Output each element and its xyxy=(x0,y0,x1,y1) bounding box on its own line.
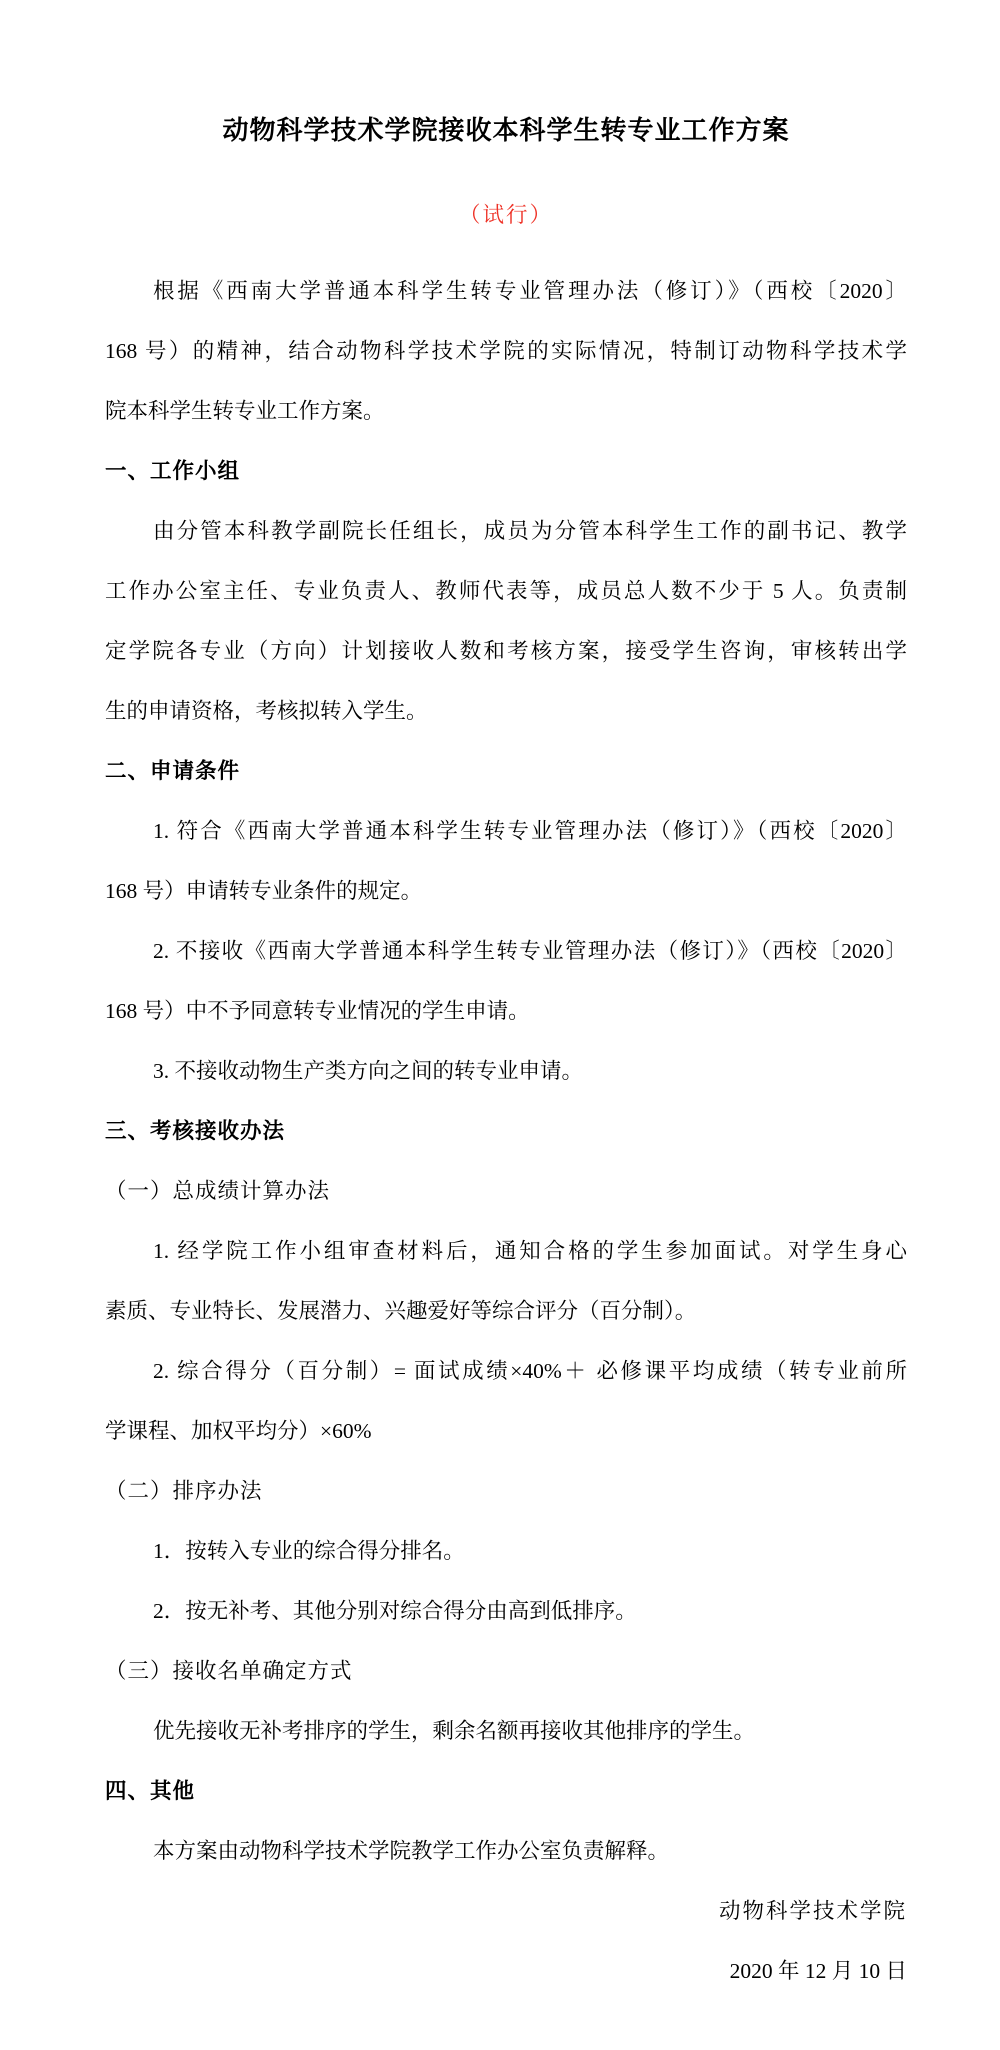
para-workgroup-line: 定学院各专业（方向）计划接收人数和考核方案，接受学生咨询，审核转出学 xyxy=(105,639,907,663)
signature: 动物科学技术学院 xyxy=(718,1899,907,1923)
item-score-2-line: 学课程、加权平均分）×60% xyxy=(105,1419,372,1443)
item-rank-1: 1．按转入专业的综合得分排名。 xyxy=(153,1539,465,1563)
item-apply-2-line: 2. 不接收《西南大学普通本科学生转专业管理办法（修订）》（西校〔2020〕 xyxy=(153,939,907,963)
item-score-2-line: 2. 综合得分（百分制）= 面试成绩×40%＋ 必修课平均成绩（转专业前所 xyxy=(153,1359,907,1383)
section-heading-1: 一、工作小组 xyxy=(105,459,241,483)
para-other-line: 本方案由动物科学技术学院教学工作办公室负责解释。 xyxy=(153,1839,670,1863)
section-heading-4: 四、其他 xyxy=(105,1779,196,1803)
item-apply-1-line: 1. 符合《西南大学普通本科学生转专业管理办法（修订）》（西校〔2020〕 xyxy=(153,819,907,843)
date: 2020 年 12 月 10 日 xyxy=(729,1959,907,1983)
item-score-1-line: 素质、专业特长、发展潜力、兴趣爱好等综合评分（百分制）。 xyxy=(105,1299,697,1323)
document-content xyxy=(0,100,1000,2001)
sub-heading-3-3: （三）接收名单确定方式 xyxy=(105,1659,353,1683)
para-workgroup-line: 生的申请资格，考核拟转入学生。 xyxy=(105,699,428,723)
para-workgroup-line: 工作办公室主任、专业负责人、教师代表等，成员总人数不少于 5 人。负责制 xyxy=(105,579,907,603)
para-workgroup-line: 由分管本科教学副院长任组长，成员为分管本科学生工作的副书记、教学 xyxy=(153,519,907,543)
document-body xyxy=(105,261,907,2001)
section-heading-3: 三、考核接收办法 xyxy=(105,1119,286,1143)
section-heading-2: 二、申请条件 xyxy=(105,759,241,783)
item-score-1-line: 1. 经学院工作小组审查材料后，通知合格的学生参加面试。对学生身心 xyxy=(153,1239,907,1263)
page-subtitle: （试行） xyxy=(458,203,553,227)
para-admit-line: 优先接收无补考排序的学生，剩余名额再接收其他排序的学生。 xyxy=(153,1719,756,1743)
item-apply-3-line: 3. 不接收动物生产类方向之间的转专业申请。 xyxy=(153,1059,584,1083)
item-apply-2-line: 168 号）中不予同意转专业情况的学生申请。 xyxy=(105,999,530,1023)
sub-heading-3-1: （一）总成绩计算办法 xyxy=(105,1179,331,1203)
para-basis-line: 168 号）的精神，结合动物科学技术学院的实际情况，特制订动物科学技术学 xyxy=(105,339,907,363)
sub-heading-3-2: （二）排序办法 xyxy=(105,1479,263,1503)
item-rank-2: 2．按无补考、其他分别对综合得分由高到低排序。 xyxy=(153,1599,637,1623)
para-basis-line: 根据《西南大学普通本科学生转专业管理办法（修订）》（西校〔2020〕 xyxy=(153,279,907,303)
para-basis-line: 院本科学生转专业工作方案。 xyxy=(105,399,385,423)
item-apply-1-line: 168 号）申请转专业条件的规定。 xyxy=(105,879,423,903)
page-title: 动物科学技术学院接收本科学生转专业工作方案 xyxy=(222,115,790,145)
